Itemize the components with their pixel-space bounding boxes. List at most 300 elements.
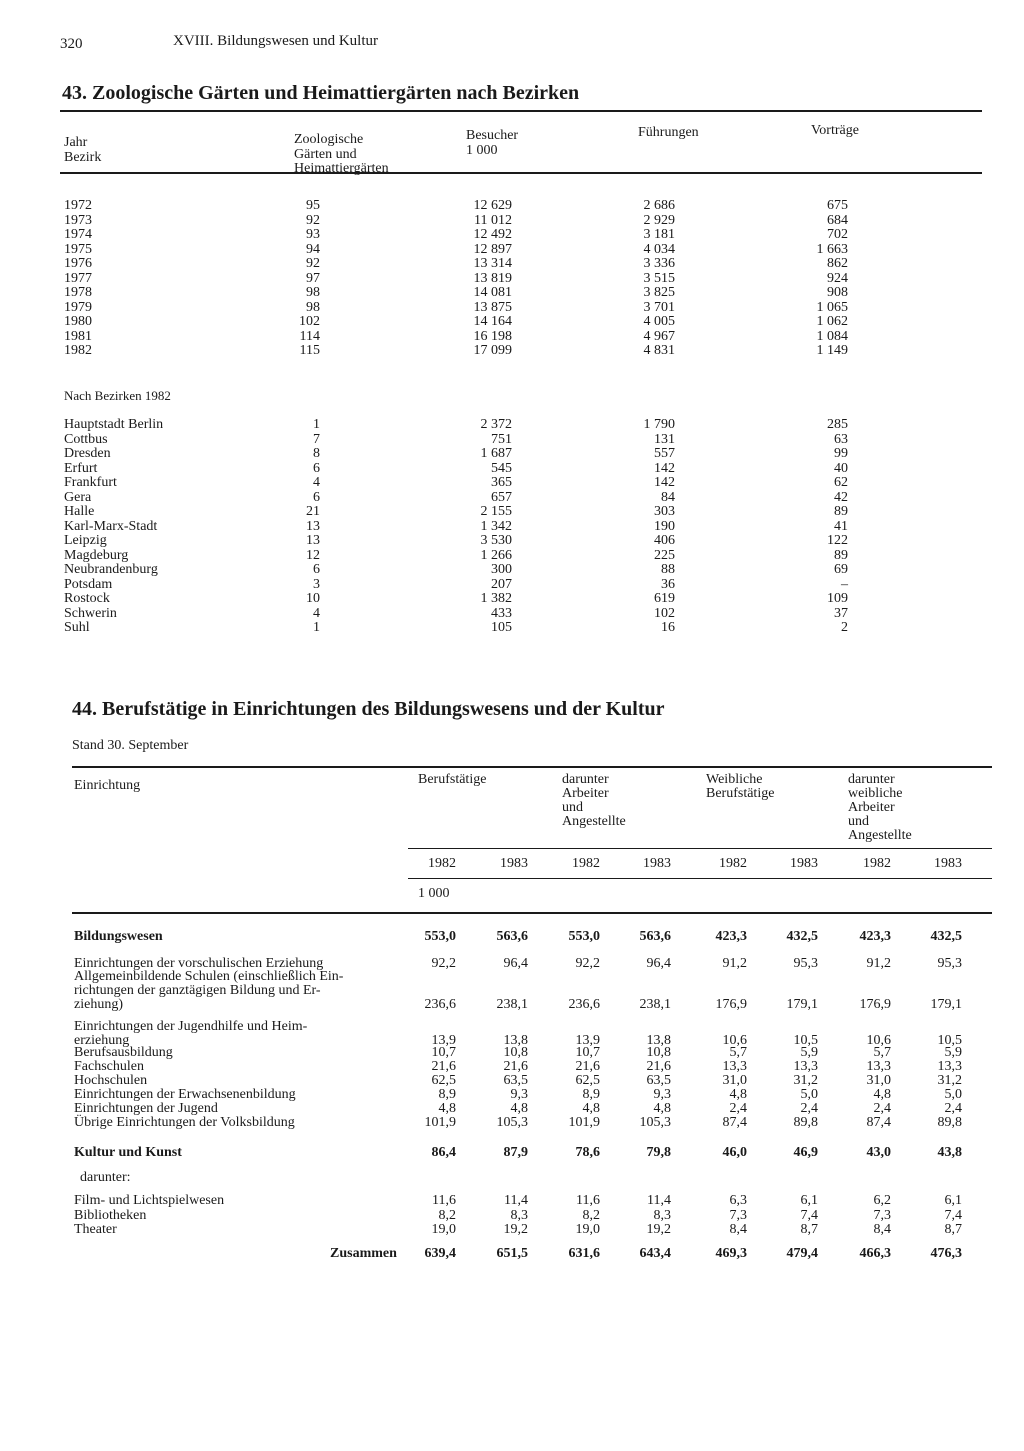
district-label: Potsdam (64, 576, 113, 592)
table-44-year-header: 1982 (863, 856, 891, 871)
district-tours-cell: 557 (654, 446, 675, 461)
district-label: Suhl (64, 620, 90, 635)
table-44-row-label: Einrichtungen der Jugend (74, 1101, 218, 1116)
district-tours-cell: 1 790 (643, 417, 675, 432)
table-44-value-cell: 5,9 (800, 1045, 818, 1060)
table-44-value-cell: 8,7 (800, 1222, 818, 1237)
table-44-value-cell: 13,3 (937, 1059, 962, 1074)
year-zoos-cell: 98 (306, 299, 320, 315)
table-43-header-zoos: Gärten und (294, 146, 357, 162)
table-44-value-cell: 4,8 (582, 1101, 600, 1116)
table-43-top-rule (60, 110, 982, 112)
district-label: Erfurt (64, 460, 98, 476)
district-visitors-cell: 3 530 (480, 533, 512, 548)
page-number: 320 (60, 36, 83, 52)
year-label: 1972 (64, 198, 92, 213)
district-label: Magdeburg (64, 547, 129, 563)
table-44-value-cell: 62,5 (431, 1073, 456, 1088)
table-44-value-cell: 95,3 (937, 956, 962, 971)
table-44-value-cell: 10,8 (646, 1045, 671, 1060)
table-44-title: 44. Berufstätige in Einrichtungen des Bildungswesens und der Kultur (72, 698, 665, 720)
district-zoos-cell: 13 (306, 518, 320, 534)
table-44-unit-label: 1 000 (418, 886, 450, 901)
district-talks-cell: 69 (834, 562, 848, 577)
district-label: Gera (64, 489, 92, 505)
table-44-value-cell: 236,6 (424, 997, 456, 1012)
district-visitors-cell: 545 (491, 460, 512, 476)
table-44-value-cell: 236,6 (568, 997, 600, 1012)
table-44-top-rule (72, 766, 992, 768)
table-43-header-rule (60, 172, 982, 174)
table-44-value-cell: 631,6 (568, 1246, 600, 1261)
district-visitors-cell: 2 155 (480, 504, 512, 519)
year-label: 1974 (64, 227, 92, 242)
table-44-value-cell: 5,0 (800, 1087, 818, 1102)
table-44-value-cell: 91,2 (866, 956, 891, 971)
table-44-header-g4: weibliche (848, 786, 903, 801)
year-zoos-cell: 92 (306, 256, 320, 271)
district-tours-cell: 406 (654, 533, 675, 548)
table-44-value-cell: 8,9 (438, 1087, 456, 1102)
table-44-value-cell: 19,0 (575, 1222, 600, 1237)
district-label: Leipzig (64, 533, 107, 548)
year-label: 1980 (64, 314, 92, 329)
table-44-value-cell: 6,1 (800, 1193, 818, 1208)
year-talks-cell: 1 149 (816, 343, 848, 358)
table-44-row-label: Theater (74, 1222, 117, 1237)
table-44-row-label: Einrichtungen der Erwachsenenbildung (74, 1087, 296, 1102)
table-44-value-cell: 46,9 (793, 1145, 818, 1160)
table-44-value-cell: 43,8 (937, 1145, 962, 1160)
table-44-value-cell: 105,3 (496, 1115, 528, 1130)
year-tours-cell: 2 929 (643, 212, 675, 228)
district-label: Neubrandenburg (64, 562, 158, 577)
district-zoos-cell: 13 (306, 533, 320, 548)
table-44-year-header: 1982 (719, 856, 747, 871)
table-44-value-cell: 8,3 (510, 1208, 528, 1223)
year-talks-cell: 702 (827, 227, 848, 242)
table-44-year-header: 1983 (500, 856, 528, 871)
year-label: 1978 (64, 285, 92, 300)
district-tours-cell: 88 (661, 562, 675, 577)
year-tours-cell: 3 181 (643, 227, 675, 242)
district-zoos-cell: 4 (313, 605, 320, 621)
table-44-years-rule (408, 848, 992, 849)
table-44-body-rule (72, 912, 992, 914)
table-44-row-label: Hochschulen (74, 1073, 148, 1088)
table-43-header-zoos: Zoologische (294, 132, 364, 147)
table-44-value-cell: 10,7 (575, 1045, 600, 1060)
table-44-value-cell: 7,3 (873, 1208, 891, 1223)
district-visitors-cell: 1 266 (480, 547, 512, 563)
table-44-value-cell: 10,6 (722, 1033, 747, 1048)
table-44-value-cell: 92,2 (431, 956, 456, 971)
table-44-value-cell: 9,3 (510, 1087, 528, 1102)
table-44-value-cell: 31,2 (793, 1073, 818, 1088)
table-44-header-g3: Berufstätige (706, 786, 775, 801)
year-visitors-cell: 13 819 (473, 270, 512, 286)
table-44-value-cell: 238,1 (496, 997, 528, 1012)
table-44-value-cell: 10,8 (503, 1045, 528, 1060)
table-44-value-cell: 13,8 (503, 1033, 528, 1048)
district-zoos-cell: 3 (313, 576, 320, 592)
table-44-value-cell: 8,2 (438, 1208, 456, 1223)
table-44-value-cell: 469,3 (715, 1246, 747, 1261)
district-visitors-cell: 105 (491, 620, 512, 635)
table-44-row-label: Zusammen (330, 1246, 397, 1261)
year-label: 1976 (64, 256, 92, 271)
district-tours-cell: 225 (654, 547, 675, 563)
district-visitors-cell: 751 (491, 431, 512, 447)
table-44-year-header: 1983 (643, 856, 671, 871)
table-44-value-cell: 553,0 (424, 929, 456, 944)
district-tours-cell: 190 (654, 518, 675, 534)
table-44-value-cell: 62,5 (575, 1073, 600, 1088)
table-44-value-cell: 4,8 (510, 1101, 528, 1116)
table-44-value-cell: 31,2 (937, 1073, 962, 1088)
table-44-value-cell: 87,9 (503, 1145, 528, 1160)
year-tours-cell: 3 515 (643, 270, 675, 286)
year-zoos-cell: 93 (306, 227, 320, 242)
year-tours-cell: 2 686 (643, 198, 675, 213)
year-visitors-cell: 12 629 (473, 198, 512, 213)
table-44-value-cell: 7,4 (800, 1208, 818, 1223)
table-44-value-cell: 19,0 (431, 1222, 456, 1237)
year-visitors-cell: 13 314 (473, 256, 512, 271)
table-44-value-cell: 13,9 (575, 1033, 600, 1048)
table-43-header-tours: Führungen (638, 125, 699, 140)
table-44-value-cell: 95,3 (793, 956, 818, 971)
table-44-header-g3: Weibliche (706, 772, 763, 787)
table-44-value-cell: 651,5 (496, 1246, 528, 1261)
table-44-value-cell: 2,4 (873, 1101, 891, 1116)
year-visitors-cell: 13 875 (473, 299, 512, 315)
table-44-row-label: Berufsausbildung (74, 1045, 173, 1060)
table-44-year-header: 1983 (790, 856, 818, 871)
district-zoos-cell: 10 (306, 591, 320, 606)
table-44-value-cell: 87,4 (866, 1115, 891, 1130)
district-visitors-cell: 207 (491, 576, 512, 592)
year-tours-cell: 4 034 (643, 241, 675, 257)
table-44-value-cell: 10,5 (793, 1033, 818, 1048)
district-zoos-cell: 4 (313, 475, 320, 490)
table-44-value-cell: 6,3 (729, 1193, 747, 1208)
district-visitors-cell: 1 687 (480, 446, 512, 461)
table-44-value-cell: 553,0 (568, 929, 600, 944)
table-44-value-cell: 476,3 (930, 1246, 962, 1261)
table-44-value-cell: 8,2 (582, 1208, 600, 1223)
district-label: Karl-Marx-Stadt (64, 518, 158, 534)
district-talks-cell: 109 (827, 591, 848, 606)
district-tours-cell: 131 (654, 431, 675, 447)
table-44-year-header: 1982 (572, 856, 600, 871)
district-visitors-cell: 365 (491, 475, 512, 490)
table-44-value-cell: 176,9 (715, 997, 747, 1012)
table-44-value-cell: 87,4 (722, 1115, 747, 1130)
district-visitors-cell: 1 342 (480, 518, 512, 534)
table-44-year-header: 1983 (934, 856, 962, 871)
table-44-header-g4: und (848, 814, 869, 829)
table-44-value-cell: 101,9 (424, 1115, 456, 1130)
year-talks-cell: 675 (827, 198, 848, 213)
table-43-header-col0: Bezirk (64, 149, 102, 165)
table-43-header-visitors: 1 000 (466, 142, 498, 158)
district-zoos-cell: 6 (313, 489, 320, 505)
table-44-value-cell: 8,9 (582, 1087, 600, 1102)
table-44-value-cell: 179,1 (786, 997, 818, 1012)
table-44-value-cell: 91,2 (722, 956, 747, 971)
table-44-value-cell: 423,3 (715, 929, 747, 944)
table-44-value-cell: 10,6 (866, 1033, 891, 1048)
table-44-value-cell: 2,4 (944, 1101, 962, 1116)
table-44-value-cell: 13,3 (866, 1059, 891, 1074)
district-visitors-cell: 657 (491, 489, 512, 505)
table-44-value-cell: 92,2 (575, 956, 600, 971)
table-44-value-cell: 43,0 (866, 1145, 891, 1160)
table-44-value-cell: 2,4 (800, 1101, 818, 1116)
table-43-header-visitors: Besucher (466, 128, 519, 143)
table-44-value-cell: 4,8 (438, 1101, 456, 1116)
table-44-value-cell: 6,2 (873, 1193, 891, 1208)
table-44-row-label: Fachschulen (74, 1059, 144, 1074)
districts-heading: Nach Bezirken 1982 (64, 388, 171, 403)
table-44-value-cell: 9,3 (653, 1087, 671, 1102)
table-44-value-cell: 4,8 (873, 1087, 891, 1102)
year-talks-cell: 908 (827, 285, 848, 300)
year-zoos-cell: 97 (306, 270, 320, 286)
table-44-value-cell: 96,4 (503, 956, 528, 971)
district-label: Rostock (64, 591, 110, 606)
table-44-header-g2: darunter (562, 772, 609, 787)
table-44-value-cell: 11,6 (576, 1193, 600, 1208)
table-44-value-cell: 63,5 (503, 1073, 528, 1088)
table-44-row-label: darunter: (80, 1170, 131, 1185)
table-44-row-label: Allgemeinbildende Schulen (einschließlich Ein- (74, 969, 344, 984)
table-44-value-cell: 19,2 (646, 1222, 671, 1237)
table-44-value-cell: 643,4 (639, 1246, 671, 1261)
table-44-value-cell: 4,8 (653, 1101, 671, 1116)
table-44-row-label: Einrichtungen der Jugendhilfe und Heim- (74, 1019, 308, 1034)
running-head: XVIII. Bildungswesen und Kultur (173, 33, 378, 49)
year-visitors-cell: 11 012 (474, 212, 512, 228)
table-44-value-cell: 8,4 (873, 1222, 891, 1237)
table-44-value-cell: 8,4 (729, 1222, 747, 1237)
table-43-header-talks: Vorträge (811, 123, 859, 138)
year-zoos-cell: 102 (299, 314, 320, 329)
district-talks-cell: 63 (834, 431, 848, 447)
district-tours-cell: 102 (654, 605, 675, 621)
year-visitors-cell: 14 081 (473, 285, 512, 300)
year-tours-cell: 3 336 (643, 256, 675, 271)
year-label: 1977 (64, 270, 92, 286)
district-visitors-cell: 433 (491, 605, 512, 621)
district-label: Hauptstadt Berlin (64, 417, 164, 432)
table-44-value-cell: 101,9 (568, 1115, 600, 1130)
district-zoos-cell: 6 (313, 562, 320, 577)
year-zoos-cell: 94 (306, 241, 320, 257)
table-44-row-label: Übrige Einrichtungen der Volksbildung (74, 1115, 295, 1130)
table-44-value-cell: 10,5 (937, 1033, 962, 1048)
table-44-value-cell: 5,7 (729, 1045, 747, 1060)
table-44-value-cell: 4,8 (729, 1087, 747, 1102)
district-talks-cell: 89 (834, 504, 848, 519)
district-tours-cell: 142 (654, 460, 675, 476)
year-label: 1973 (64, 212, 92, 228)
table-44-value-cell: 238,1 (639, 997, 671, 1012)
district-talks-cell: 62 (834, 475, 848, 490)
table-44-value-cell: 11,4 (504, 1193, 528, 1208)
district-tours-cell: 619 (654, 591, 675, 606)
table-44-value-cell: 11,4 (647, 1193, 671, 1208)
table-44-value-cell: 179,1 (930, 997, 962, 1012)
year-zoos-cell: 98 (306, 285, 320, 300)
table-44-value-cell: 13,9 (431, 1033, 456, 1048)
table-44-header-g2: und (562, 800, 583, 815)
year-visitors-cell: 14 164 (473, 314, 512, 329)
year-zoos-cell: 115 (299, 343, 320, 358)
year-talks-cell: 862 (827, 256, 848, 271)
year-label: 1979 (64, 299, 92, 315)
year-visitors-cell: 12 492 (473, 227, 512, 242)
district-label: Frankfurt (64, 475, 117, 490)
district-talks-cell: 41 (834, 518, 848, 534)
table-44-value-cell: 466,3 (859, 1246, 891, 1261)
district-zoos-cell: 1 (313, 620, 320, 635)
table-44-value-cell: 86,4 (431, 1145, 456, 1160)
table-44-value-cell: 21,6 (646, 1059, 671, 1074)
table-44-value-cell: 5,0 (944, 1087, 962, 1102)
district-talks-cell: 2 (841, 620, 848, 635)
table-44-value-cell: 479,4 (786, 1246, 818, 1261)
district-zoos-cell: 6 (313, 460, 320, 476)
table-44-value-cell: 96,4 (646, 956, 671, 971)
table-44-subtitle: Stand 30. September (72, 738, 189, 753)
table-44-value-cell: 7,4 (944, 1208, 962, 1223)
table-44-value-cell: 2,4 (729, 1101, 747, 1116)
district-tours-cell: 142 (654, 475, 675, 490)
district-zoos-cell: 21 (306, 504, 320, 519)
district-zoos-cell: 8 (313, 446, 320, 461)
table-44-value-cell: 13,3 (793, 1059, 818, 1074)
year-label: 1982 (64, 343, 92, 358)
table-44-value-cell: 13,3 (722, 1059, 747, 1074)
year-talks-cell: 924 (827, 270, 848, 286)
table-44-year-header: 1982 (428, 856, 456, 871)
table-44-value-cell: 432,5 (930, 929, 962, 944)
district-label: Cottbus (64, 431, 108, 447)
district-tours-cell: 36 (661, 576, 675, 592)
district-tours-cell: 303 (654, 504, 675, 519)
table-44-value-cell: 21,6 (431, 1059, 456, 1074)
district-talks-cell: 122 (827, 533, 848, 548)
table-44-value-cell: 31,0 (722, 1073, 747, 1088)
year-talks-cell: 1 663 (816, 241, 848, 257)
year-tours-cell: 4 831 (643, 343, 675, 358)
table-44-value-cell: 13,8 (646, 1033, 671, 1048)
district-visitors-cell: 300 (491, 562, 512, 577)
table-44-value-cell: 432,5 (786, 929, 818, 944)
year-talks-cell: 1 065 (816, 299, 848, 315)
table-44-value-cell: 63,5 (646, 1073, 671, 1088)
table-44-header-g4: Angestellte (848, 828, 912, 843)
district-talks-cell: 99 (834, 446, 848, 461)
year-zoos-cell: 92 (306, 212, 320, 228)
year-visitors-cell: 12 897 (473, 241, 512, 257)
table-44-value-cell: 89,8 (793, 1115, 818, 1130)
table-44-value-cell: 639,4 (424, 1246, 456, 1261)
district-tours-cell: 84 (661, 489, 675, 505)
table-44-header-g4: Arbeiter (848, 800, 895, 815)
table-44-value-cell: 31,0 (866, 1073, 891, 1088)
table-43-header-zoos: Heimattiergärten (294, 161, 389, 176)
table-44-header-g4: darunter (848, 772, 895, 787)
table-44-header-g1: Berufstätige (418, 772, 487, 787)
year-visitors-cell: 17 099 (473, 343, 512, 358)
year-tours-cell: 3 825 (643, 285, 675, 300)
table-44-value-cell: 21,6 (575, 1059, 600, 1074)
table-44-header-g2: Arbeiter (562, 786, 609, 801)
table-44-header-col0: Einrichtung (74, 778, 141, 793)
year-tours-cell: 4 005 (643, 314, 675, 329)
table-44-value-cell: 5,7 (873, 1045, 891, 1060)
table-44-value-cell: 563,6 (496, 929, 528, 944)
table-44-row-label: ziehung) (74, 997, 123, 1012)
year-visitors-cell: 16 198 (473, 328, 512, 344)
table-44-value-cell: 79,8 (646, 1145, 671, 1160)
district-zoos-cell: 7 (313, 431, 320, 447)
district-label: Schwerin (64, 605, 117, 621)
district-talks-cell: 89 (834, 547, 848, 563)
district-visitors-cell: 2 372 (480, 417, 512, 432)
district-visitors-cell: 1 382 (480, 591, 512, 606)
year-tours-cell: 4 967 (643, 328, 675, 344)
district-talks-cell: 285 (827, 417, 848, 432)
table-44-value-cell: 5,9 (944, 1045, 962, 1060)
table-44-value-cell: 176,9 (859, 997, 891, 1012)
year-tours-cell: 3 701 (643, 299, 675, 315)
year-talks-cell: 684 (827, 212, 848, 228)
district-talks-cell: 42 (834, 489, 848, 505)
table-44-value-cell: 11,6 (432, 1193, 456, 1208)
table-44-row-label: Kultur und Kunst (74, 1145, 182, 1160)
table-44-value-cell: 7,3 (729, 1208, 747, 1223)
table-44-value-cell: 423,3 (859, 929, 891, 944)
table-44-value-cell: 105,3 (639, 1115, 671, 1130)
table-44-value-cell: 10,7 (431, 1045, 456, 1060)
district-label: Halle (64, 504, 95, 519)
year-label: 1981 (64, 328, 92, 344)
district-tours-cell: 16 (661, 620, 675, 635)
year-talks-cell: 1 084 (816, 328, 848, 344)
table-44-value-cell: 89,8 (937, 1115, 962, 1130)
table-44-value-cell: 8,7 (944, 1222, 962, 1237)
district-talks-cell: – (841, 576, 848, 592)
district-zoos-cell: 1 (313, 417, 320, 432)
year-zoos-cell: 114 (299, 328, 320, 344)
district-label: Dresden (64, 446, 111, 461)
table-44-row-label: Bildungswesen (74, 929, 163, 944)
district-zoos-cell: 12 (306, 547, 320, 563)
district-talks-cell: 37 (834, 605, 848, 621)
table-44-row-label: erziehung (74, 1033, 130, 1048)
table-44-value-cell: 19,2 (503, 1222, 528, 1237)
table-44-value-cell: 6,1 (944, 1193, 962, 1208)
table-44-value-cell: 21,6 (503, 1059, 528, 1074)
table-44-row-label: Bibliotheken (74, 1208, 147, 1223)
table-44-value-cell: 78,6 (575, 1145, 600, 1160)
table-44-value-cell: 46,0 (722, 1145, 747, 1160)
table-44-unit-rule (408, 878, 992, 879)
